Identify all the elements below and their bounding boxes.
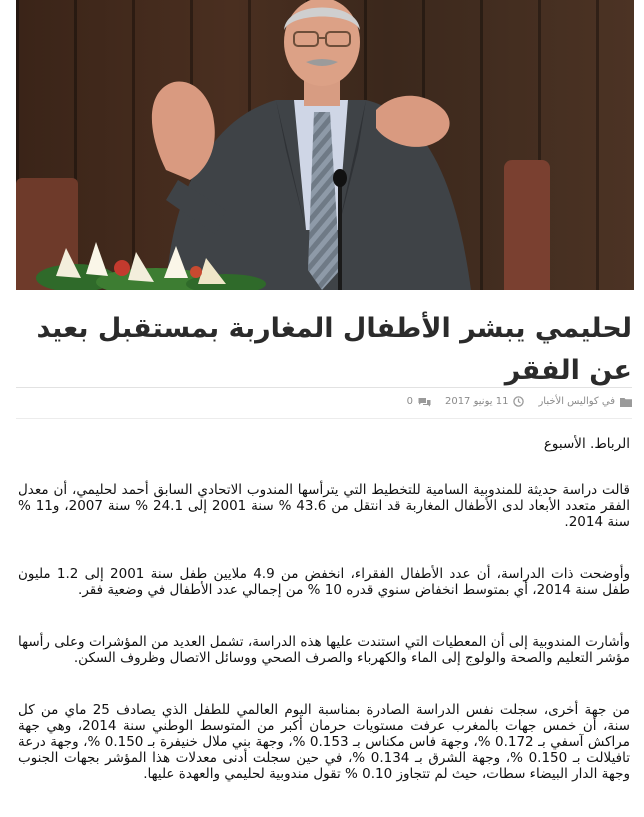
article-body <box>18 436 630 817</box>
comments-count: 0 <box>406 396 413 407</box>
comments-link[interactable] <box>407 396 431 407</box>
folder-icon <box>620 397 632 407</box>
paragraph: وأوضحت ذات الدراسة، أن عدد الأطفال الفقراء، انخفض من 4.9 ملايين طفل سنة 2001 إلى 1.2 مليون طفل سنة 2014، أي بمتوسط انخفاض سنوي قدره 10 % من إجمالي عدد الأطفال في وضعية فقر. <box>18 566 630 598</box>
divider <box>16 387 632 388</box>
paragraph: وأشارت المندوبية إلى أن المعطيات التي استندت عليها هذه الدراسة، تشمل العديد من المؤشرات وعلى رأسها مؤشر التعليم والصحة والولوج إلى الماء والكهرباء والصرف الصحي ووسائل الاتصال وظروف السكن. <box>18 634 630 666</box>
article-meta <box>407 396 632 407</box>
paragraph: قالت دراسة حديثة للمندوبية السامية للتخطيط التي يترأسها المندوب الاتحادي السابق أحمد لحليمي، أن معدل الفقر متعدد الأبعاد لدى الأطفال المغاربة قد انتقل من 43.6 % سنة 2001 إلى 24.1 % سنة 2007، و11 % سنة 2014. <box>18 482 631 530</box>
date-label: 11 يونيو 2017 <box>444 396 509 407</box>
category-link[interactable] <box>538 396 632 407</box>
dateline: الرباط. الأسبوع <box>543 436 630 452</box>
category-label: في كواليس الأخبار <box>538 396 615 407</box>
paragraph: من جهة أخرى، سجلت نفس الدراسة الصادرة بمناسبة اليوم العالمي للطفل الذي يصادف 25 ماي من كل سنة، أن خمس جهات بالمغرب عرفت مستويات حرمان أكبر من المتوسط الوطني سنة 2014، وهي جهة مراكش آسفي بـ 0.172 %، وجهة فاس مكناس بـ 0.153 %، وجهة بني ملال خنيفرة بـ 0.150 %، وجهة درعة تافيلالت بـ 0.150 %، وجهة الشرق بـ 0.134 %، في حين سجلت أدنى معدلات هذا المؤشر بجهات الجنوب وجهة الدار البيضاء سطات، حيث لم تتجاوز 0.10 % تقول مندوبية لحليمي والعهدة عليها. <box>18 702 630 782</box>
clock-icon <box>513 396 524 407</box>
flower-arrangement <box>36 238 266 290</box>
article-photo <box>16 0 634 290</box>
comments-icon <box>418 397 431 407</box>
date-meta <box>445 396 524 407</box>
article-title: لحليمي يبشر الأطفال المغاربة بمستقبل بعيد عن الفقر <box>36 313 632 386</box>
chair-right <box>504 160 550 290</box>
divider <box>16 418 632 419</box>
